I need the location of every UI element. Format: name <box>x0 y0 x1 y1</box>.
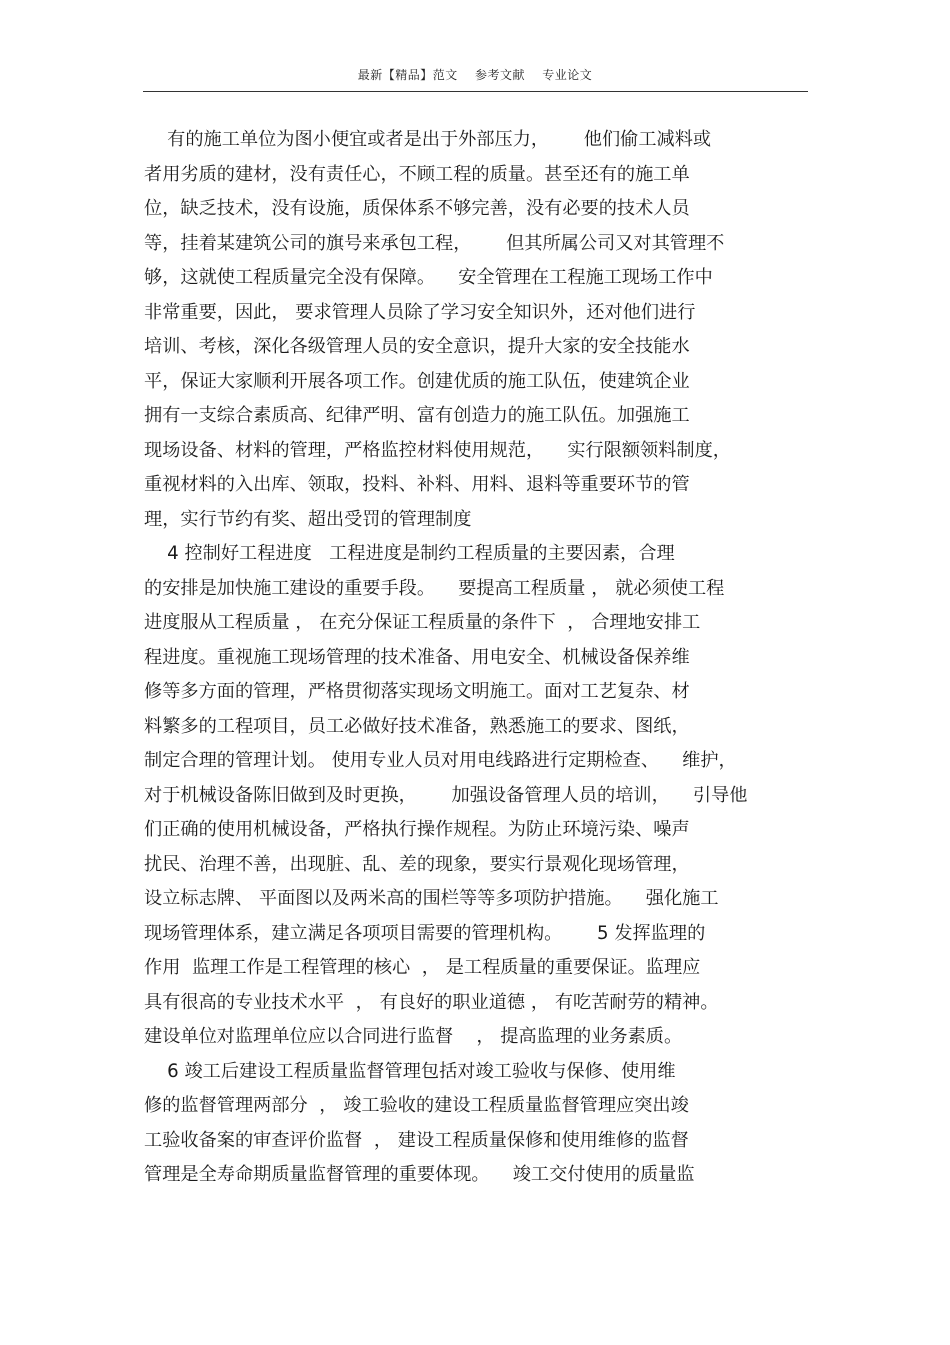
text-line: 工验收备案的审查评价监督 ， 建设工程质量保修和使用维修的监督 <box>144 1129 689 1151</box>
body-text <box>144 123 814 1193</box>
text-line: 管理是全寿命期质量监督管理的重要体现。 竣工交付使用的质量监 <box>144 1164 695 1185</box>
text-line: 重视材料的入出库、领取，投料、补料、用料、退料等重要环节的管 <box>144 474 690 495</box>
text-line: 建设单位对监理单位应以合同进行监督 ， 提高监理的业务素质。 <box>144 1026 683 1047</box>
text-line: 培训、考核，深化各级管理人员的安全意识，提升大家的安全技能水 <box>144 336 690 357</box>
text-line: 拥有一支综合素质高、纪律严明、富有创造力的施工队伍。加强施工 <box>144 405 690 426</box>
text-line: 进度服从工程质量 ， 在充分保证工程质量的条件下 ， 合理地安排工 <box>144 612 701 633</box>
text-line: 非常重要，因此， 要求管理人员除了学习安全知识外，还对他们进行 <box>144 301 696 323</box>
text-line: 4 控制好工程进度 工程进度是制约工程质量的主要因素，合理 <box>144 543 675 564</box>
text-line: 扰民、治理不善，出现脏、乱、差的现象，要实行景观化现场管理， <box>144 853 690 875</box>
text-line: 现场设备、材料的管理，严格监控材料使用规范， 实行限额领料制度， <box>144 439 731 461</box>
text-line: 修的监督管理两部分 ， 竣工验收的建设工程质量监督管理应突出竣 <box>144 1095 689 1116</box>
text-line: 修等多方面的管理，严格贯彻落实现场文明施工。面对工艺复杂、材 <box>144 681 690 702</box>
text-line: 对于机械设备陈旧做到及时更换， 加强设备管理人员的培训， 引导他 <box>144 784 748 806</box>
text-line: 设立标志牌、 平面图以及两米高的围栏等等多项防护措施。 强化施工 <box>144 888 719 909</box>
header-divider <box>143 91 808 92</box>
text-line: 理，实行节约有奖、超出受罚的管理制度 <box>144 508 472 530</box>
text-line: 们正确的使用机械设备，严格执行操作规程。为防止环境污染、噪声 <box>144 819 690 840</box>
text-line: 够，这就使工程质量完全没有保障。 安全管理在工程施工现场工作中 <box>144 267 713 288</box>
text-line: 等，挂着某建筑公司的旗号来承包工程， 但其所属公司又对其管理不 <box>144 232 725 254</box>
text-line: 作用 监理工作是工程管理的核心 ， 是工程质量的重要保证。监理应 <box>144 957 701 978</box>
text-line: 者用劣质的建材，没有责任心，不顾工程的质量。甚至还有的施工单 <box>144 163 690 185</box>
page-header: 最新【精品】范文 参考文献 专业论文 <box>357 68 593 82</box>
text-line: 程进度。重视施工现场管理的技术准备、用电安全、机械设备保养维 <box>144 646 690 668</box>
text-line: 6 竣工后建设工程质量监督管理包括对竣工验收与保修、使用维 <box>144 1060 676 1082</box>
text-line: 平，保证大家顺利开展各项工作。创建优质的施工队伍，使建筑企业 <box>144 370 690 392</box>
text-line: 位，缺乏技术，没有设施，质保体系不够完善，没有必要的技术人员 <box>144 198 690 219</box>
text-line: 制定合理的管理计划。 使用专业人员对用电线路进行定期检查、 维护， <box>144 750 737 771</box>
text-line: 具有很高的专业技术水平 ， 有良好的职业道德 ， 有吃苦耐劳的精神。 <box>144 991 719 1013</box>
text-line: 的安排是加快施工建设的重要手段。 要提高工程质量 ， 就必须使工程 <box>144 577 725 599</box>
text-line: 料繁多的工程项目，员工必做好技术准备，熟悉施工的要求、图纸， <box>144 715 690 737</box>
text-line: 现场管理体系，建立满足各项项目需要的管理机构。 5 发挥监理的 <box>144 922 706 944</box>
text-line: 有的施工单位为图小便宜或者是出于外部压力， 他们偷工减料或 <box>144 129 712 150</box>
